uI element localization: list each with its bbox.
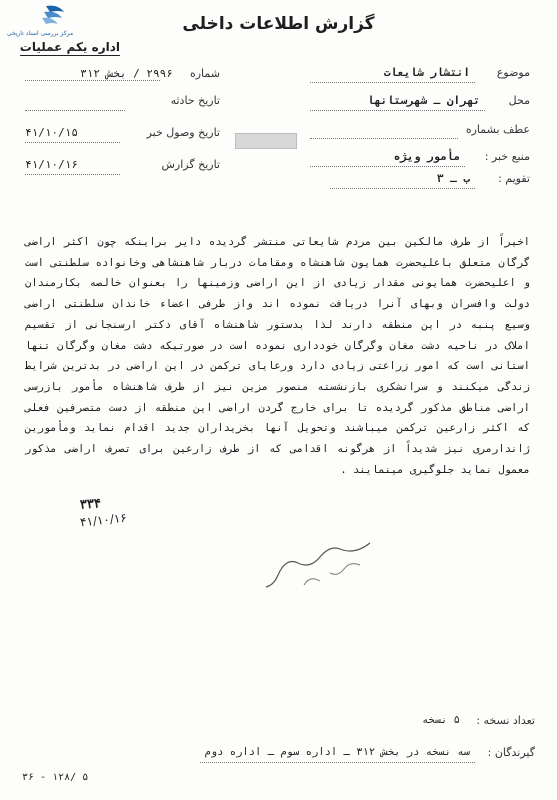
subject-label: موضوع <box>496 66 530 79</box>
archive-logo-text: مرکز بررسی اسناد تاریخی <box>6 30 74 37</box>
number-line <box>25 80 160 81</box>
handwritten-ref-date: ۴۱/۱۰/۱۶ <box>79 510 128 530</box>
redaction-stamp <box>235 133 297 149</box>
reference-line <box>310 138 458 139</box>
handwritten-ref-number: ۳۳۴ <box>79 496 102 513</box>
office-name: اداره یکم عملیات <box>19 40 120 54</box>
incident-date-label: تاریخ حادثه <box>170 94 220 107</box>
news-received-label: تاریخ وصول خبر <box>146 126 220 139</box>
number-value: ۲۹۹۶ / بخش ۳۱۲ <box>80 67 173 80</box>
subject-value: انتشار شایعات <box>383 66 470 79</box>
recipients-label: گیرندگان : <box>487 746 535 759</box>
incident-date-line <box>25 110 125 111</box>
archive-code: ۳۶ - ۱۲۸/ ۵ <box>22 772 89 783</box>
reference-label: عطف بشماره <box>465 123 530 136</box>
news-received-line <box>25 142 120 143</box>
signature-mark <box>260 535 380 595</box>
report-date-line <box>25 174 120 175</box>
evaluation-label: تقویم : <box>498 172 530 185</box>
location-label: محل <box>508 94 530 107</box>
number-row <box>20 62 220 81</box>
page-title: گزارش اطلاعات داخلی <box>182 14 375 34</box>
source-value: مأمور ویژه <box>393 150 460 163</box>
subject-line <box>310 82 475 83</box>
copies-label: تعداد نسخه : <box>476 714 535 727</box>
copies-value: ۵ نسخه <box>422 714 460 726</box>
source-line <box>310 166 465 167</box>
report-paragraph: اخیراً از طرف مالکین بین مردم شایعاتی منتشر گردیده داير براینکه چون اکثر اراضی گرگان متعلق باعلیحضرت همایون شاهنشاه ومقامات دربار شاهنشاهی وخانواده سلطنتی است و اعلیحضرت همایونی مقدار زیادی از این اراضی وزمینها را بعنوان خالصه بکارمندان دولت وافسران وبهای آنرا دریافت نموده اند واز طرفی اعضاء خاندان سلطنتی اراضی وسیع پنبه در این منطقه دارند لذا بدستور شاهنشاه آقای دکتر ارسنجانی از تقسیم املاک در ناحیه دشت مغان وگرگان خودداری نموده است در صورتیکه دشت مغان وگرگان تنها استانی است که امور زراعتی زیادی دارد ورعایای ترکمن در این اراضی در بدترین شرایط زندگی میکنند و سرانشکری بازنشسته منصور مزین نیز از طرف شاهنشاه مأمور بازرسی اراضی مناطق مذکور گردیده تا برای خارج گردن اراضی این منطقه از دست متصرفین فعلی که اکثر زارعین ترکمن میباشند وتحویل آنها بخریداران جدید اقدام نماید ومأمورین ژاندارمری نیز شدیداً از هرگونه اقدامی که از طرف زارعین برای تصرف اراضی مذکور معمول نماید جلوگیری مینمایند . <box>25 236 530 476</box>
location-value: تهران ـ شهرستانها <box>367 94 480 107</box>
report-date-label: تاریخ گزارش <box>161 158 220 171</box>
recipients-line <box>200 762 475 763</box>
recipients-value: سه نسخه در بخش ۳۱۲ ـ اداره سوم ـ اداره دوم <box>204 746 470 758</box>
news-received-value: ۴۱/۱۰/۱۵ <box>25 126 78 139</box>
report-body <box>25 232 530 480</box>
evaluation-line <box>330 188 475 189</box>
location-line <box>310 110 485 111</box>
report-date-value: ۴۱/۱۰/۱۶ <box>25 158 78 171</box>
number-label: شماره <box>189 67 220 80</box>
source-label: منبع خبر : <box>484 150 530 163</box>
evaluation-value: ب ـ ۳ <box>436 172 470 185</box>
